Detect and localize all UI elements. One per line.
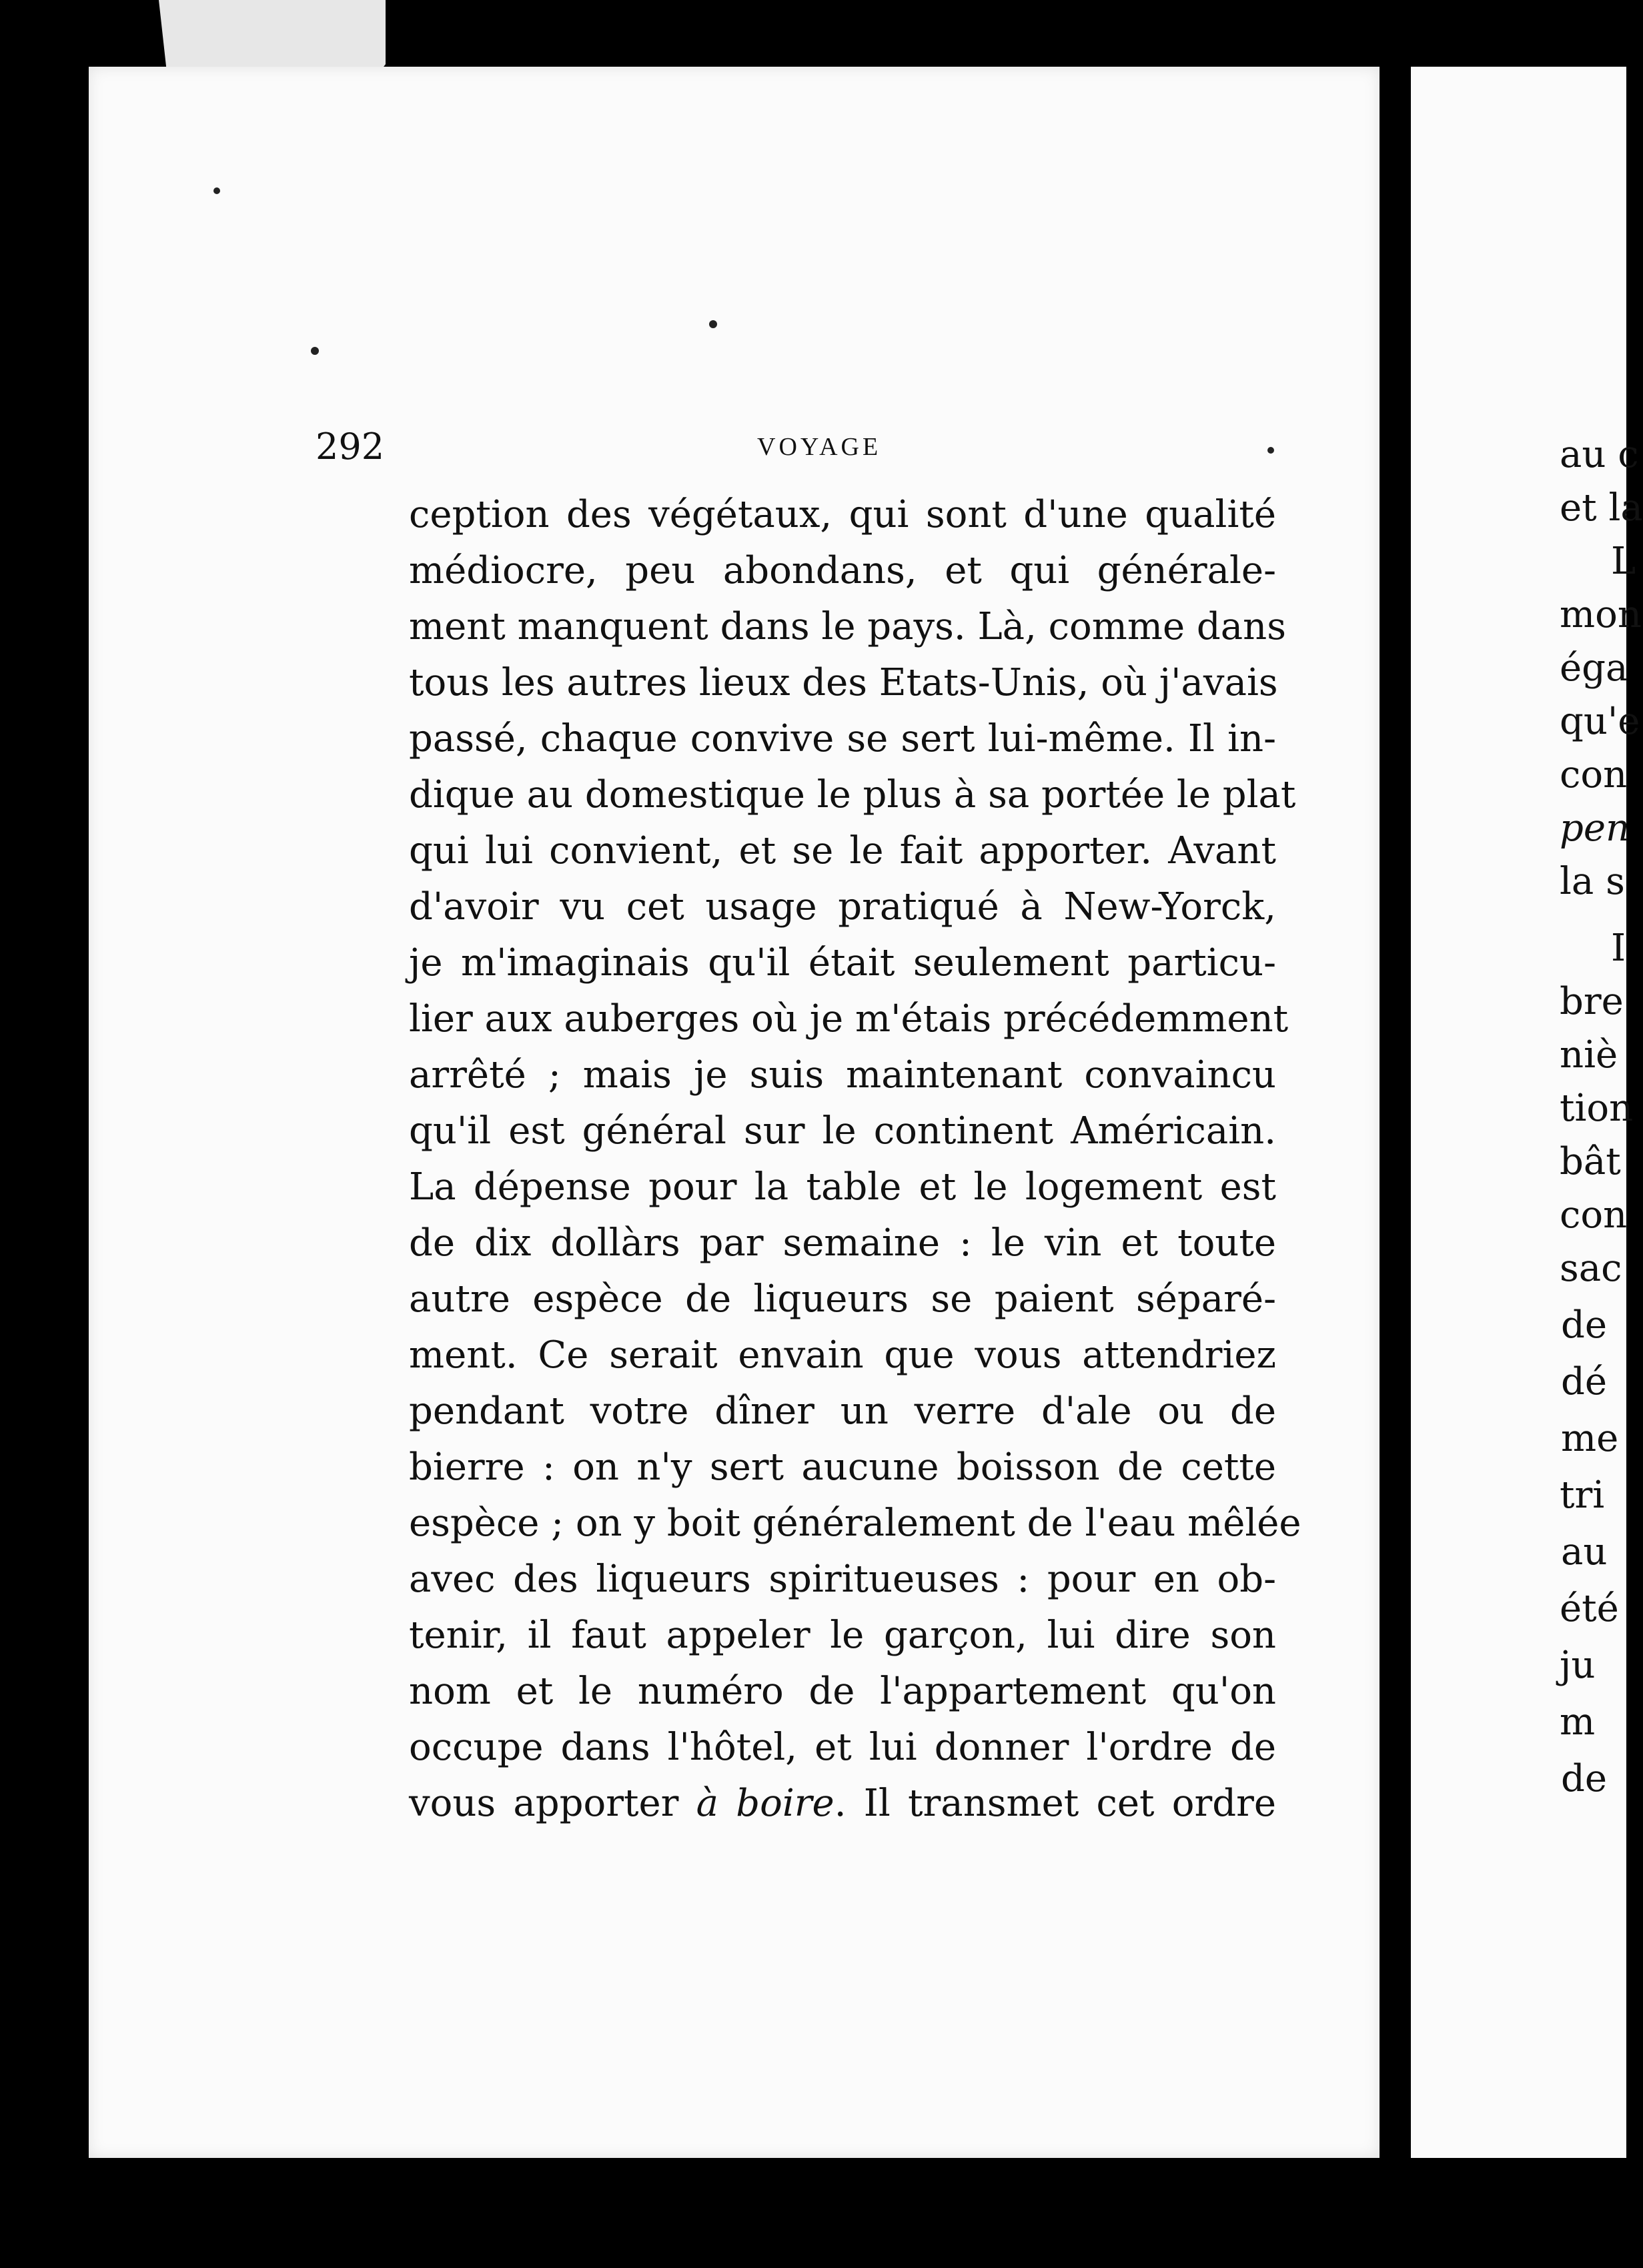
text-line: bierre : on n'y sert aucune boisson de cette xyxy=(409,1446,1276,1489)
right-page-line: bât xyxy=(1560,1140,1621,1183)
text-line: je m'imaginais qu'il était seulement particu- xyxy=(409,941,1276,985)
text-line: de dix dollàrs par semaine : le vin et toute xyxy=(409,1221,1276,1265)
right-page-line: et la xyxy=(1560,486,1643,530)
italic-phrase: à boire xyxy=(696,1782,835,1825)
text-line: espèce ; on y boit généralement de l'eau mêlée xyxy=(409,1502,1301,1545)
body-text xyxy=(409,487,1301,1832)
text-line: pendant votre dîner un verre d'ale ou de xyxy=(409,1389,1276,1433)
right-page-line: bre xyxy=(1560,980,1624,1023)
ink-speck xyxy=(213,187,220,194)
text-line: nom et le numéro de l'appartement qu'on xyxy=(409,1670,1276,1713)
right-page-line: niè xyxy=(1560,1033,1618,1077)
text-line: d'avoir vu cet usage pratiqué à New-Yorck, xyxy=(409,885,1276,929)
text-line: tous les autres lieux des Etats-Unis, où j'avais xyxy=(409,661,1278,704)
text-line: qui lui convient, et se le fait apporter. Avant xyxy=(409,829,1276,873)
text-line: autre espèce de liqueurs se paient séparé- xyxy=(409,1277,1276,1321)
right-page-line: I xyxy=(1611,927,1626,970)
text-line: dique au domestique le plus à sa portée le plat xyxy=(409,773,1296,816)
text-line: avec des liqueurs spiritueuses : pour en ob- xyxy=(409,1558,1276,1601)
ink-speck xyxy=(1267,447,1274,454)
right-page-line: au xyxy=(1561,1530,1608,1574)
right-page-line: con xyxy=(1560,1193,1628,1237)
right-page-line: éga xyxy=(1560,646,1628,690)
right-page-line: L xyxy=(1611,540,1636,583)
text-line: La dépense pour la table et le logement est xyxy=(409,1165,1276,1209)
right-page-line: con xyxy=(1560,753,1628,796)
right-page-line: m xyxy=(1560,1700,1596,1744)
right-page-line: la s xyxy=(1560,860,1625,903)
right-page-line: qu'e xyxy=(1560,700,1640,743)
page-number: 292 xyxy=(316,426,385,468)
text-line: médiocre, peu abondans, et qui générale- xyxy=(409,549,1276,592)
text-line: tenir, il faut appeler le garçon, lui dire son xyxy=(409,1614,1276,1657)
right-page-line: tion xyxy=(1560,1087,1634,1130)
text-line: lier aux auberges où je m'étais précédemment xyxy=(409,997,1289,1041)
right-page-line: mon xyxy=(1560,593,1642,636)
text-line: ment manquent dans le pays. Là, comme dans xyxy=(409,605,1286,648)
text-line: qu'il est général sur le continent Américain. xyxy=(409,1109,1276,1153)
right-page-line: de xyxy=(1561,1757,1607,1800)
text-line: occupe dans l'hôtel, et lui donner l'ordre de xyxy=(409,1726,1276,1769)
right-page-line: de xyxy=(1561,1303,1607,1347)
ink-speck xyxy=(311,347,319,355)
right-page-line: pen xyxy=(1560,806,1630,850)
ink-speck xyxy=(709,320,717,328)
running-title: VOYAGE xyxy=(757,433,882,461)
right-page-line: été xyxy=(1560,1587,1619,1630)
right-page-line: sac xyxy=(1560,1247,1622,1290)
right-page-line: me xyxy=(1561,1417,1619,1460)
right-page-line: dé xyxy=(1561,1360,1607,1403)
text-line: arrêté ; mais je suis maintenant convaincu xyxy=(409,1053,1276,1097)
text-line: ment. Ce serait envain que vous attendriez xyxy=(409,1333,1276,1377)
text-line: ception des végétaux, qui sont d'une qualité xyxy=(409,493,1276,536)
right-page xyxy=(1411,67,1643,2158)
right-page-line: ju xyxy=(1560,1644,1596,1687)
text-line: vous apporter à boire. Il transmet cet ordre xyxy=(409,1782,1276,1825)
text-line: passé, chaque convive se sert lui-même. Il in- xyxy=(409,717,1276,760)
right-page-line: tri xyxy=(1560,1474,1605,1517)
right-page-line: au c xyxy=(1560,433,1639,476)
